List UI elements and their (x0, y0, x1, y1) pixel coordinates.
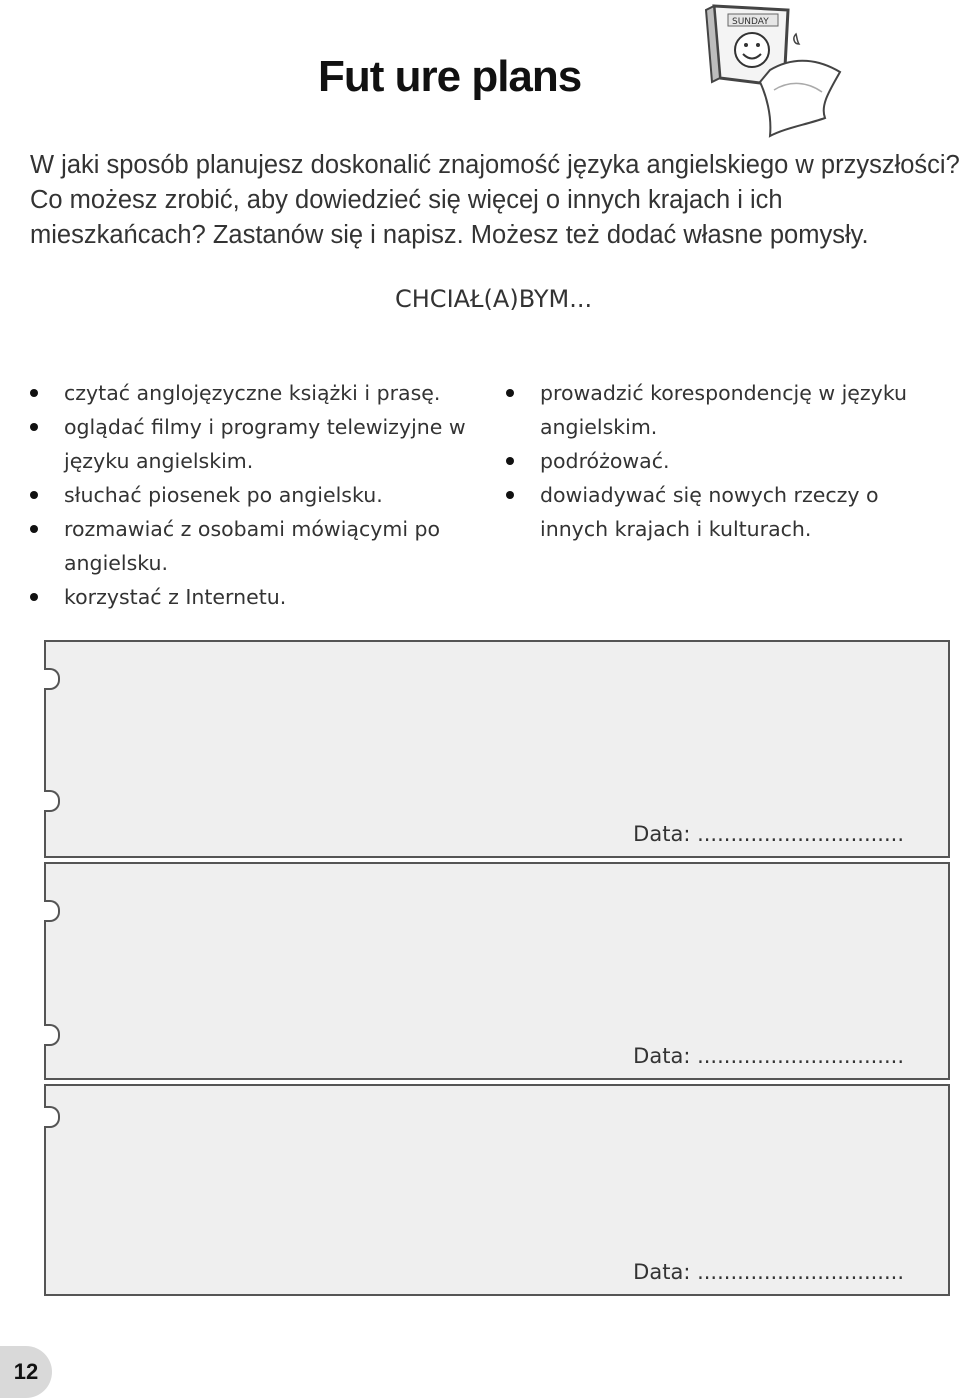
entry-writing-area[interactable] (66, 662, 928, 796)
list-item: oglądać filmy i programy telewizyjne w języku angielskim. (30, 410, 490, 478)
list-heading: CHCIAŁ(A)BYM... (395, 285, 593, 313)
diary-entry-box (44, 640, 950, 858)
page-number-tab (0, 1346, 52, 1398)
diary-entry-box (44, 1084, 950, 1296)
entry-date-label: Data: ............................... (633, 1260, 904, 1284)
entry-writing-area[interactable] (66, 884, 928, 1018)
ideas-list-left (30, 376, 490, 614)
calendar-label: SUNDAY (732, 17, 769, 27)
entry-writing-area[interactable] (66, 1106, 928, 1234)
list-item: korzystać z Internetu. (30, 580, 490, 614)
list-item: podróżować. (506, 444, 946, 478)
smiley-calendar-icon (700, 0, 860, 140)
torn-edge-notch (44, 1024, 60, 1046)
list-item: czytać anglojęzyczne książki i prasę. (30, 376, 490, 410)
page-number: 12 (13, 1359, 39, 1384)
torn-edge-notch (44, 790, 60, 812)
entry-date-label: Data: ............................... (633, 1044, 904, 1068)
torn-edge-notch (44, 668, 60, 690)
list-item: dowiadywać się nowych rzeczy o innych krajach i kulturach. (506, 478, 946, 546)
page-title: Fut ure plans (318, 52, 582, 101)
ideas-list-right (506, 376, 946, 546)
torn-edge-notch (44, 1106, 60, 1128)
calendar-illustration (700, 0, 860, 140)
list-item: rozmawiać z osobami mówiącymi po angielsku. (30, 512, 490, 580)
entry-date-label: Data: ............................... (633, 822, 904, 846)
torn-edge-notch (44, 900, 60, 922)
intro-paragraph: W jaki sposób planujesz doskonalić znajomość języka angielskiego w przyszłości? Co możesz zrobić, aby dowiedzieć się więcej o innych krajach i ich mieszkańcach? Zastanów się i napisz. Możesz też dodać własne pomysły. (30, 151, 960, 249)
list-item: słuchać piosenek po angielsku. (30, 478, 490, 512)
list-item: prowadzić korespondencję w języku angielskim. (506, 376, 946, 444)
diary-entry-box (44, 862, 950, 1080)
